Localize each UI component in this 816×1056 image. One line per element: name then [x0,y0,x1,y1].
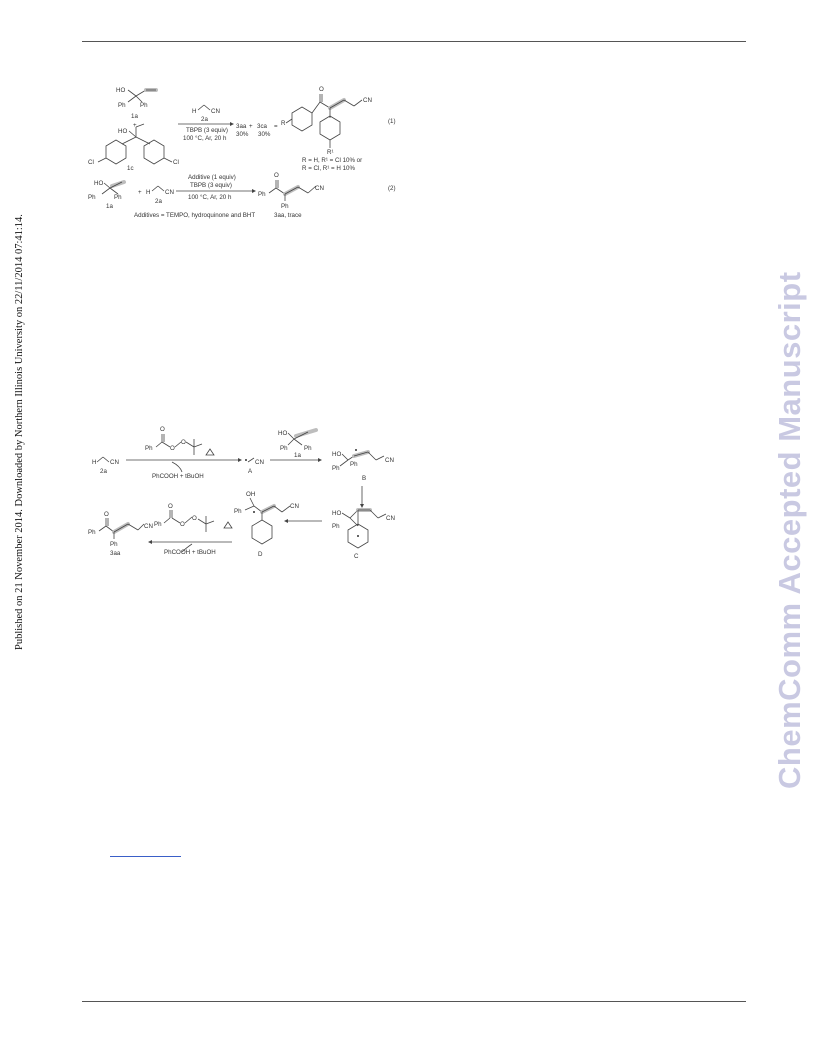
eq1-1c-cl-left: Cl [88,159,94,166]
mech-radical-c-label: C [354,553,359,560]
mech-byproduct-1: PhCOOH + tBuOH [152,473,204,480]
eq1-yield-3ca: 30% [258,131,271,138]
eq1-1a-ph-right: Ph [140,102,148,109]
eq2-additives-note: Additives = TEMPO, hydroquinone and BHT [134,212,256,219]
publication-note: Published on 21 November 2014. Downloaded by Northern Illinois University on 22/11/2014 07:41:14. [14,214,25,650]
eq2-1a-ph-left: Ph [88,194,96,201]
scheme-control-experiments-graphic [82,82,412,232]
mech-radical-a [245,458,264,475]
eq2-1a-oh: HO [94,180,104,187]
eq2-product-cn: CN [315,185,324,192]
scheme-proposed-mechanism-graphic [82,420,412,570]
eq1-product-3ca: 3ca [257,123,267,130]
eq1-product-3aa: 3aa [236,123,247,130]
mech-tbpb2-carbonyl-o: O [168,503,173,510]
mech-1a-label: 1a [294,452,301,459]
mech-radical-a-label: A [248,468,253,475]
mech-radical-d-cn: CN [290,503,299,510]
mech-radical-d [234,491,299,558]
mech-radical-b-ho: HO [332,451,342,458]
eq1-products [236,86,396,172]
accepted-manuscript-watermark: ChemComm Accepted Manuscript [772,271,807,789]
eq1-plus-products: + [249,123,253,130]
eq1-footnote-r-h: R = H, R¹ = Cl 10% or [302,157,363,164]
eq1-footnote-r-cl: R = Cl, R¹ = H 10% [302,165,355,172]
mech-1a-ph-left: Ph [280,445,288,452]
mech-2a-h: H [92,459,97,466]
eq1-1a-ph-left: Ph [118,102,126,109]
mech-product-cn: CN [144,523,153,530]
eq1-1a-label: 1a [131,113,138,120]
eq2-product-ph-lower: Ph [281,203,289,210]
eq1-reagent-and-arrow [178,105,234,142]
eq2-product-label: 3aa, trace [274,212,302,219]
scheme-control-experiments [82,82,412,232]
eq1-plus-sign: + [133,122,137,129]
eq2-arrow-and-conditions [176,174,256,201]
mech-product-carbonyl-o: O [104,511,109,518]
mech-radical-c-cn: CN [386,515,395,522]
eq1-product-carbonyl-o: O [319,86,324,93]
eq2-plus-sign: + [138,189,142,196]
mech-radical-a-cn: CN [255,459,264,466]
header-rule [82,41,746,42]
mech-radical-b-ph-right: Ph [350,461,358,468]
mech-product-3aa [88,511,153,557]
mech-tbpb-ph: Ph [145,445,153,452]
eq1-yield-3aa: 30% [236,131,249,138]
eq1-product-r: R [281,120,286,127]
hyperlink-underline[interactable] [110,856,181,857]
eq1-1c-oh: HO [118,128,128,135]
eq2-number: (2) [388,185,396,192]
mech-radical-b [332,449,394,482]
mech-tbpb-carbonyl-o: O [160,426,165,433]
eq2-conditions-oxidant: TBPB (3 equiv) [190,182,232,189]
mech-tbpb2-ph: Ph [154,521,162,528]
eq2-reactant-1a [88,180,174,210]
mech-product-label: 3aa [110,550,121,557]
mech-tbpb2-o2: O [192,515,197,522]
mech-product-ph-lower: Ph [110,541,118,548]
mech-radical-c-ho: HO [332,510,342,517]
mech-radical-d-ph: Ph [234,508,242,515]
scheme-proposed-mechanism [82,420,412,570]
eq2-conditions-temperature: 100 °C, Ar, 20 h [188,194,232,201]
eq1-1c-cl-right: Cl [173,159,179,166]
mech-1a-ph-right: Ph [304,445,312,452]
eq1-2a-h: H [192,108,197,115]
mech-tbpb-o2: O [181,439,186,446]
eq2-product [258,172,396,219]
eq2-2a-cn: CN [165,189,174,196]
mech-radical-c-ph: Ph [332,523,340,530]
eq1-2a-label: 2a [201,116,208,123]
eq1-conditions-temperature: 100 °C, Ar, 20 h [183,135,227,142]
eq2-2a-h: H [146,189,151,196]
mech-step4-arrow [284,519,322,523]
footer-rule [82,1001,746,1002]
mech-2a-label: 2a [100,468,107,475]
mech-radical-b-cn: CN [385,457,394,464]
mech-radical-c [332,510,395,560]
eq1-number: (1) [388,118,396,125]
mech-byproduct-2: PhCOOH + tBuOH [164,549,216,556]
mech-tbpb-o1: O [170,445,175,452]
mech-product-ph: Ph [88,529,96,536]
eq2-1a-ph-right: Ph [114,194,122,201]
eq2-product-carbonyl-o: O [274,172,279,179]
eq1-1c-label: 1c [127,165,134,172]
mech-2a-cn: CN [110,459,119,466]
eq1-equals: = [274,123,278,130]
mech-tbpb2-o1: O [180,521,185,528]
mech-step5-arrow [148,503,232,556]
eq2-conditions-additive: Additive (1 equiv) [188,174,236,181]
eq2-1a-label: 1a [106,203,113,210]
mech-radical-d-label: D [258,551,263,558]
eq1-conditions-oxidant: TBPB (3 equiv) [186,127,228,134]
mech-step1-arrow [126,426,242,480]
mech-radical-b-ph-left: Ph [332,465,340,472]
mech-start-2a [92,457,119,475]
eq2-product-ph: Ph [258,191,266,198]
eq1-1a-oh: HO [116,87,126,94]
mech-1a-ho: HO [278,430,288,437]
mech-radical-b-label: B [362,475,367,482]
eq2-2a-label: 2a [155,198,162,205]
eq1-reactant-1a [116,87,156,129]
mech-radical-d-oh: OH [246,491,256,498]
mech-step2-arrow [270,430,322,462]
eq1-2a-cn: CN [211,108,220,115]
eq1-reactant-1c [88,124,179,172]
eq1-product-cn: CN [363,97,372,104]
eq1-product-r1: R¹ [327,149,334,156]
